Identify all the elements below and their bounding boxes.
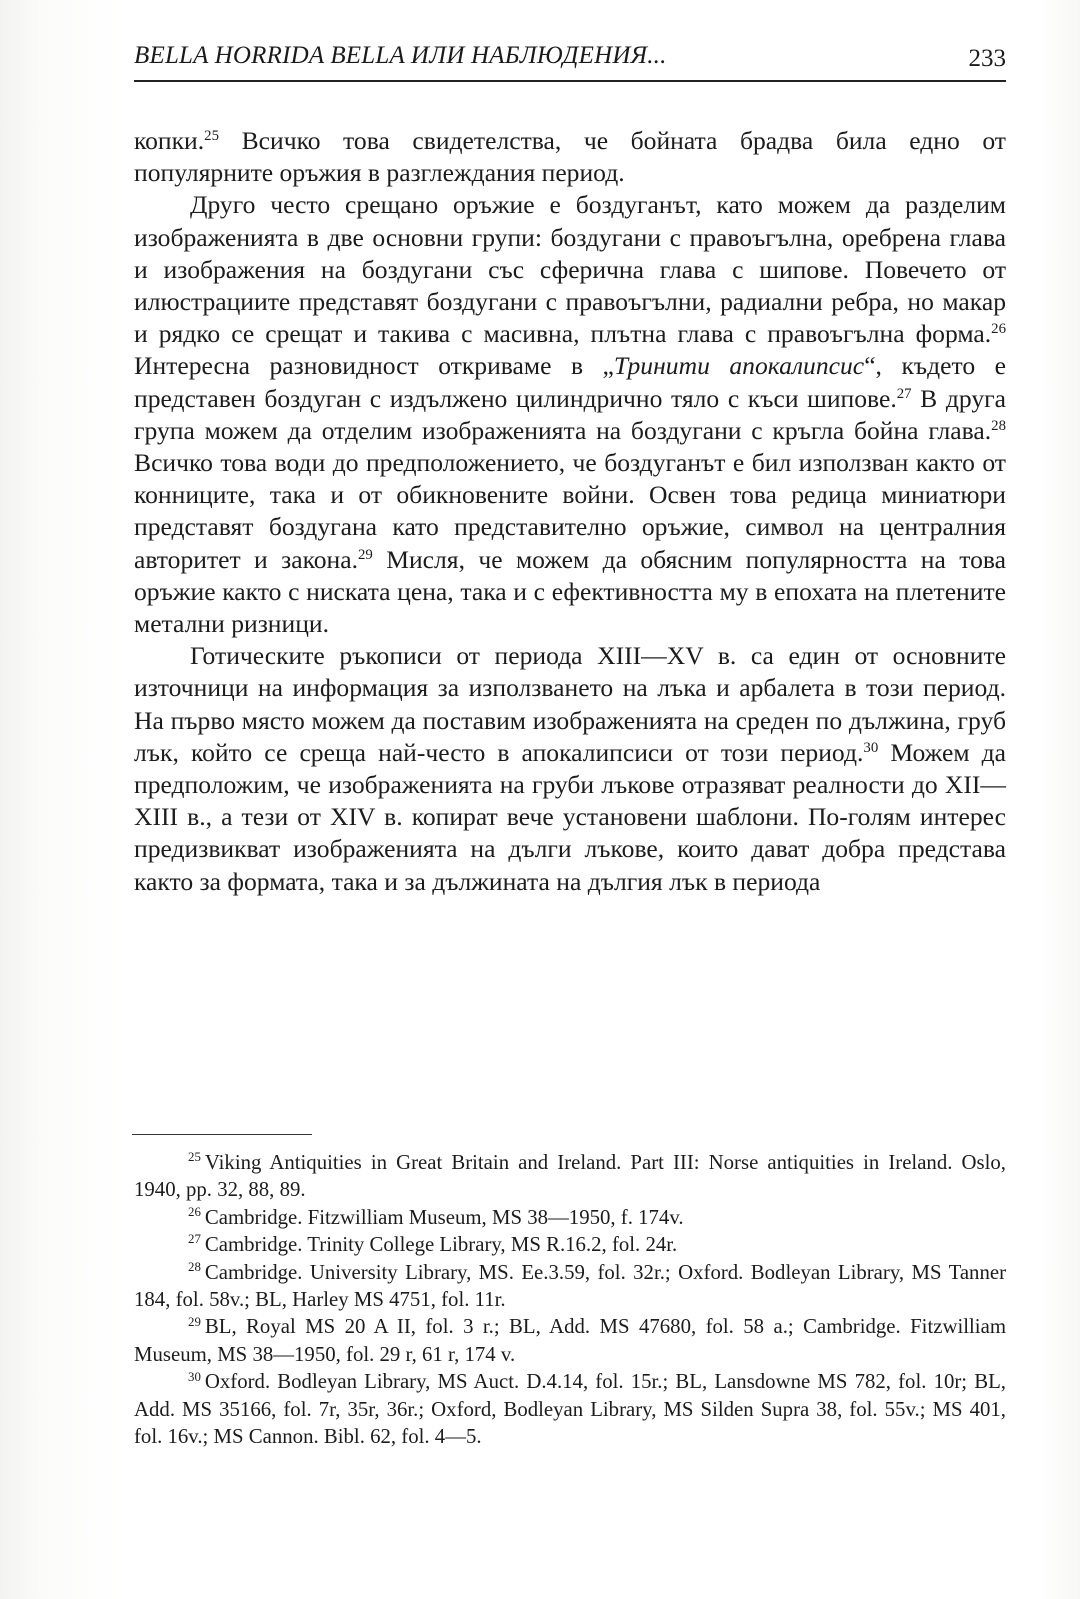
paragraph-3: [134, 640, 1006, 898]
footnote-30: [134, 1368, 1006, 1450]
footnote-ref-25: 25: [204, 127, 219, 144]
footnote-separator: [132, 1134, 312, 1135]
page-number: 233: [968, 45, 1006, 72]
text-run: Всичко това води до предположението, че боздуганът е бил използван както от конниците, така и от обикновените войни. Освен това редица миниатюри представят боздугана като представително оръжие, символ на централния авторитет и закона.: [134, 448, 1006, 574]
footnote-number: 30: [188, 1369, 201, 1384]
text-run: “, където е представен боздуган с издължено цилиндрично тяло с къси шипове.: [134, 351, 1007, 413]
main-text: [134, 125, 1006, 898]
footnote-number: 25: [188, 1150, 201, 1165]
footnote-25: [134, 1149, 1006, 1204]
footnote-text: BL, Royal MS 20 A II, fol. 3 r.; BL, Add. MS 47680, fol. 58 a.; Cambridge. Fitzwilliam Museum, MS 38—1950, fol. 29 r, 61 r, 174 v.: [134, 1315, 1006, 1366]
text-run: Всичко това свидетелства, че бойната брадва била едно от популярните оръжия в разглеждания период.: [134, 126, 1006, 188]
text-run: В друга група можем да отделим изображенията на боздугани с кръгла бойна глава.: [134, 383, 1006, 445]
footnote-27: [134, 1231, 1006, 1258]
running-header: [134, 40, 1006, 82]
footnotes: [134, 1149, 1006, 1450]
text-run: копки.: [134, 126, 205, 155]
footnote-28: [134, 1259, 1006, 1314]
text-run: Мисля, че можем да обясним популярността на това оръжие както с ниската цена, така и с ефективността му в епохата на плетените метални ризници.: [134, 544, 1006, 639]
footnote-number: 27: [188, 1232, 201, 1247]
footnote-ref-30: 30: [863, 739, 879, 756]
paragraph-1: [134, 125, 1006, 189]
footnote-ref-29: 29: [358, 546, 373, 563]
footnote-text: Cambridge. Trinity College Library, MS R.16.2, fol. 24r.: [204, 1233, 678, 1257]
text-run: Интересна разновидност откриваме в „: [134, 351, 614, 381]
footnote-text: Oxford. Bodleyan Library, MS Auct. D.4.14, fol. 15r.; BL, Lansdowne MS 782, fol. 10r; BL, Add. MS 35166, fol. 7r, 35r, 36r.; Oxford, Bodleyan Library, MS Silden Supra 38, fol. 55v.; MS 401, fol. 16v.; MS Cannon. Bibl. 62, fol. 4—5.: [134, 1370, 1006, 1449]
footnote-ref-28: 28: [991, 417, 1006, 434]
footnote-number: 29: [188, 1314, 201, 1329]
paragraph-2: [134, 189, 1006, 640]
footnote-29: [134, 1313, 1006, 1368]
footnote-number: 28: [188, 1259, 201, 1274]
footnote-ref-27: 27: [896, 385, 912, 402]
text-run: Друго често срещано оръжие е боздуганът, като можем да разделим изображенията в две основни групи: боздугани с правоъгълна, оребрена глава и изображения на боздугани със сферична глава с шипове. Повечето от илюстрациите представят боздугани с правоъгълни, радиални ребра, но макар и рядко се срещат и такива с масивна, плътна глава с правоъгълна форма.: [134, 190, 1006, 349]
footnote-number: 26: [188, 1205, 201, 1220]
footnote-text: Cambridge. University Library, MS. Ee.3.59, fol. 32r.; Oxford. Bodleyan Library, MS Tanner 184, fol. 58v.; BL, Harley MS 4751, fol. 11r.: [134, 1260, 1006, 1312]
text-run: Готическите ръкописи от периода XIII—XV в. са един от основните източници на информация за използването на лъка и арбалета в този период. На първо място можем да поставим изображенията на среден по дължина, груб лък, който се среща най-често в апокалипсиси от този период.: [134, 641, 1006, 767]
footnote-26: [134, 1204, 1006, 1231]
text-run: Можем да предположим, че изображенията на груби лъкове отразяват реалности до XII—XIII в., а тези от XIV в. копират вече установени шаблони. По-голям интерес предизвикват изображенията на дълги лъкове, които дават добра представа както за формата, така и за дължината на дългия лък в периода: [134, 737, 1006, 896]
manuscript-title: Тринити апокалипсис: [613, 351, 865, 381]
running-title: BELLA HORRIDA BELLA ИЛИ НАБЛЮДЕНИЯ...: [134, 42, 667, 69]
footnote-ref-26: 26: [991, 321, 1006, 338]
footnote-text: Viking Antiquities in Great Britain and Ireland. Part III: Norse antiquities in Ireland. Oslo, 1940, pp. 32, 88, 89.: [134, 1151, 1006, 1202]
footnote-text: Cambridge. Fitzwilliam Museum, MS 38—1950, f. 174v.: [204, 1205, 684, 1229]
